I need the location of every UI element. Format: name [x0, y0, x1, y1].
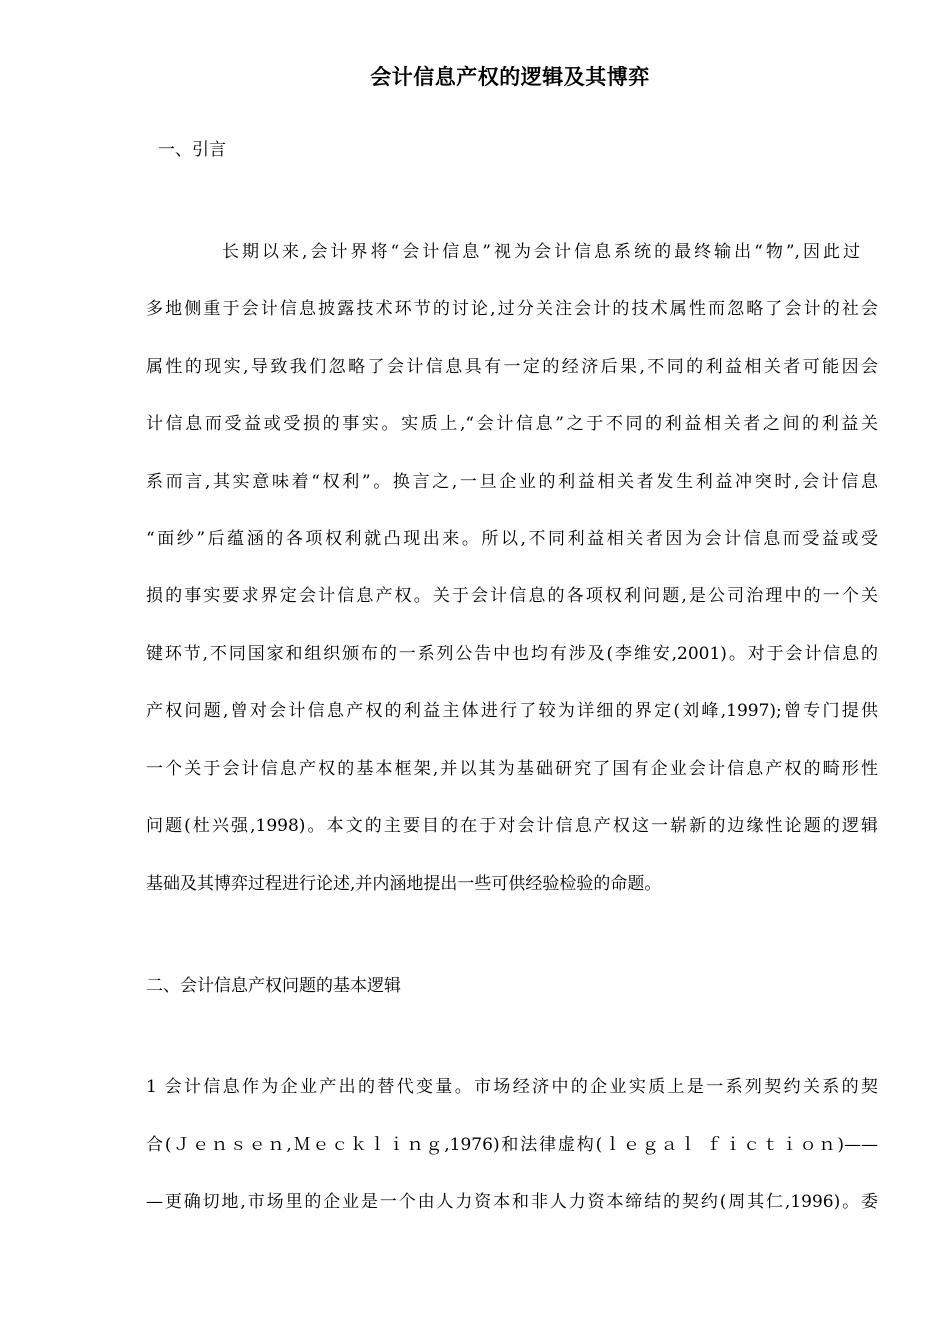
- paragraph-line: 问题(杜兴强,1998)。本文的主要目的在于对会计信息产权这一崭新的边缘性论题的逻辑: [146, 816, 878, 836]
- section-heading-introduction: 一、引言: [158, 140, 226, 160]
- paragraph-line: 长期以来,会计界将“会计信息”视为会计信息系统的最终输出“物”,因此过: [222, 242, 860, 262]
- section-heading-basic-logic: 二、会计信息产权问题的基本逻辑: [146, 976, 401, 996]
- paragraph-line: “面纱”后蕴涵的各项权利就凸现出来。所以,不同利益相关者因为会计信息而受益或受: [146, 529, 878, 549]
- paragraph-line: 多地侧重于会计信息披露技术环节的讨论,过分关注会计的技术属性而忽略了会计的社会: [146, 299, 878, 319]
- paragraph-line: 一个关于会计信息产权的基本框架,并以其为基础研究了国有企业会计信息产权的畸形性: [146, 759, 878, 779]
- paragraph-line: 基础及其博弈过程进行论述,并内涵地提出一些可供经验检验的命题。: [146, 874, 662, 894]
- paragraph-line: 系而言,其实意味着“权利”。换言之,一旦企业的利益相关者发生利益冲突时,会计信息: [146, 472, 878, 492]
- paragraph-line: 属性的现实,导致我们忽略了会计信息具有一定的经济后果,不同的利益相关者可能因会: [146, 357, 878, 377]
- paragraph-line: 损的事实要求界定会计信息产权。关于会计信息的各项权利问题,是公司治理中的一个关: [146, 586, 878, 606]
- paragraph-line: 产权问题,曾对会计信息产权的利益主体进行了较为详细的界定(刘峰,1997);曾专门提供: [146, 701, 878, 721]
- document-title: 会计信息产权的逻辑及其博弈: [370, 64, 650, 89]
- paragraph-line: 计信息而受益或受损的事实。实质上,“会计信息”之于不同的利益相关者之间的利益关: [146, 414, 878, 434]
- paragraph-line: 键环节,不同国家和组织颁布的一系列公告中也均有涉及(李维安,2001)。对于会计信息的: [146, 644, 878, 664]
- paragraph-line: 1 会计信息作为企业产出的替代变量。市场经济中的企业实质上是一系列契约关系的契: [146, 1077, 878, 1097]
- paragraph-line: —更确切地,市场里的企业是一个由人力资本和非人力资本缔结的契约(周其仁,1996)。委: [146, 1192, 878, 1212]
- paragraph-line: 合(Ｊｅｎｓｅｎ,Ｍｅｃｋｌｉｎｇ,1976)和法律虚构(ｌｅｇａｌ ｆｉｃｔｉｏｎ)——: [146, 1135, 878, 1155]
